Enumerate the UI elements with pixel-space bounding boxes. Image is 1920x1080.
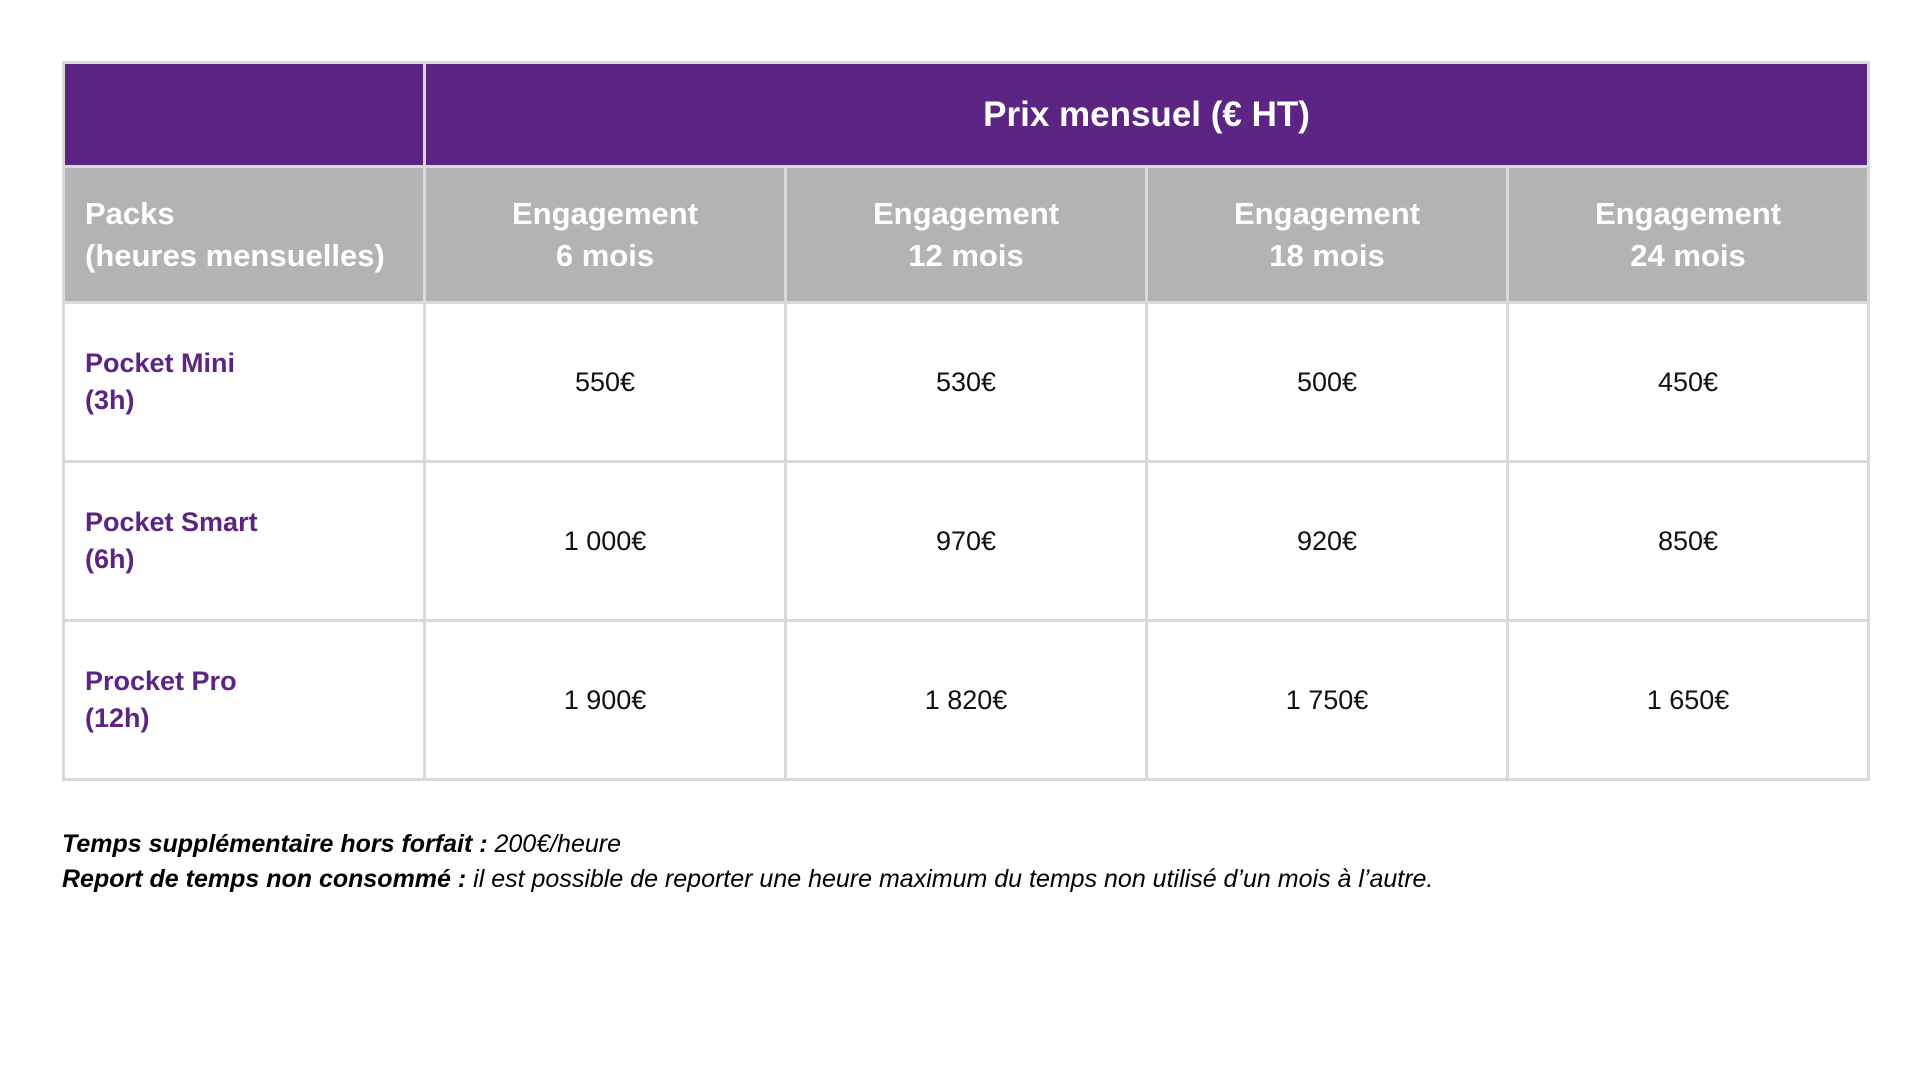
price-cell: 1 900€ xyxy=(425,621,786,780)
engagement-header-line2: 24 mois xyxy=(1630,237,1746,273)
price-cell: 500€ xyxy=(1147,303,1508,462)
table-row-pocket-smart xyxy=(64,462,1869,621)
price-cell: 850€ xyxy=(1508,462,1869,621)
engagement-header-line2: 6 mois xyxy=(555,237,655,273)
carryover-label: Report de temps non consommé : xyxy=(62,865,467,893)
engagement-header-18 xyxy=(1147,167,1508,303)
pack-name: Pocket Smart xyxy=(85,507,258,537)
engagement-header-line1: Engagement xyxy=(1594,195,1782,231)
price-cell: 1 650€ xyxy=(1508,621,1869,780)
pack-hours: (12h) xyxy=(85,703,150,733)
price-title-row xyxy=(64,63,1869,167)
packs-header-line1: Packs xyxy=(85,195,175,231)
price-cell: 530€ xyxy=(786,303,1147,462)
pricing-table xyxy=(62,61,1870,781)
engagement-header-line2: 18 mois xyxy=(1269,237,1385,273)
blank-header-cell xyxy=(64,63,425,167)
engagement-header-line2: 12 mois xyxy=(908,237,1024,273)
price-header: Prix mensuel (€ HT) xyxy=(425,63,1869,167)
extra-time-value: 200€/heure xyxy=(487,830,621,858)
carryover-value: il est possible de reporter une heure maximum du temps non utilisé d’un mois à l’autre. xyxy=(466,865,1434,893)
price-cell: 1 750€ xyxy=(1147,621,1508,780)
engagement-header-line1: Engagement xyxy=(872,195,1060,231)
engagement-header-6 xyxy=(425,167,786,303)
engagement-header-12 xyxy=(786,167,1147,303)
price-cell: 920€ xyxy=(1147,462,1508,621)
price-cell: 1 000€ xyxy=(425,462,786,621)
pack-name: Pocket Mini xyxy=(85,348,236,378)
engagement-header-24 xyxy=(1508,167,1869,303)
price-cell: 450€ xyxy=(1508,303,1869,462)
table-row-procket-pro xyxy=(64,621,1869,780)
pack-cell xyxy=(64,462,425,621)
table-row-pocket-mini xyxy=(64,303,1869,462)
engagement-header-line1: Engagement xyxy=(1233,195,1421,231)
packs-header-line2: (heures mensuelles) xyxy=(85,237,385,273)
pack-hours: (6h) xyxy=(85,544,135,574)
price-cell: 1 820€ xyxy=(786,621,1147,780)
price-cell: 970€ xyxy=(786,462,1147,621)
notes xyxy=(62,827,1433,897)
pack-cell xyxy=(64,303,425,462)
carryover-note xyxy=(62,862,1433,897)
packs-header xyxy=(64,167,425,303)
engagement-header-line1: Engagement xyxy=(511,195,699,231)
extra-time-label: Temps supplémentaire hors forfait : xyxy=(62,830,488,858)
pack-cell xyxy=(64,621,425,780)
pack-hours: (3h) xyxy=(85,385,135,415)
pack-name: Procket Pro xyxy=(85,666,237,696)
price-cell: 550€ xyxy=(425,303,786,462)
column-header-row xyxy=(64,167,1869,303)
extra-time-note xyxy=(62,827,1433,862)
